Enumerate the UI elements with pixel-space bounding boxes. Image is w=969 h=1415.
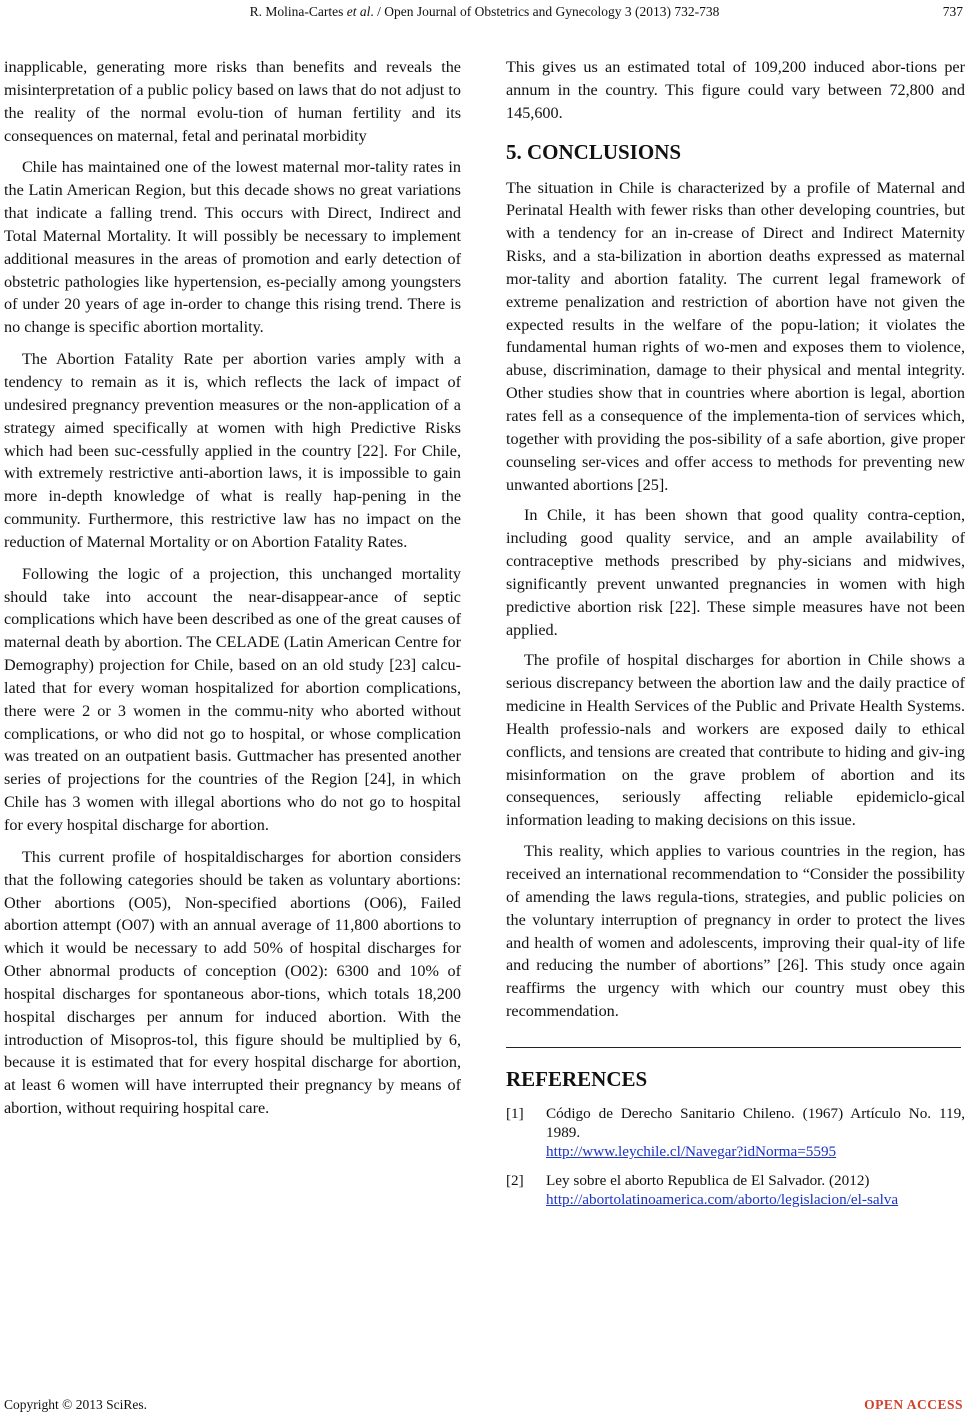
reference-text: Ley sobre el aborto Republica de El Salvador. (2012) [546, 1171, 870, 1189]
body-paragraph: inapplicable, generating more risks than benefits and reveals the misinterpretation of a public policy based on laws that do not adjust to the reality of the normal evolu-tion of human fertility and its consequences on maternal, fetal and perinatal morbidity [4, 58, 461, 145]
header-authors: R. Molina-Cartes [249, 4, 347, 19]
reference-body [546, 1171, 965, 1209]
reference-item [506, 1171, 965, 1209]
open-access-badge: OPEN ACCESS [864, 1397, 963, 1412]
body-paragraph: This reality, which applies to various countries in the region, has received an international recommendation to “Consider the possibility of amending the laws regula-tions, strategies, and public policies on the voluntary interruption of pregnancy in order to protect the lives and health of women and adolescents, improving their qual-ity of life and reducing the number of abortions” [26]. This study once again reaffirms the urgency with which our country must obey this recommendation. [506, 842, 965, 1021]
reference-number: [1] [506, 1104, 524, 1122]
reference-text: Código de Derecho Sanitario Chileno. (1967) Artículo No. 119, 1989. [546, 1104, 965, 1141]
page-number: 737 [942, 4, 963, 19]
section-heading-conclusions: 5. CONCLUSIONS [506, 139, 682, 164]
right-column [506, 56, 965, 1219]
header-etal: et al [346, 4, 371, 19]
body-paragraph: In Chile, it has been shown that good quality contra-ception, including good quality service, and an ample availability of contraceptive methods prescribed by phy-sicians and midwives, significantly prevent unwanted pregnancies in women with high predictive abortion risk [22]. These simple measures have not been applied. [506, 506, 965, 639]
section-divider [506, 1047, 961, 1048]
reference-number: [2] [506, 1171, 524, 1189]
body-paragraph: The profile of hospital discharges for abortion in Chile shows a serious discrepancy between the abortion law and the daily practice of medicine in Health Services of the Public and Private Health Systems. Health professio-nals and workers are exposed daily to ethical conflicts, and tensions are created that contribute to hiding and giv-ing misinformation on the grave problem of abortion and its consequences, seriously affecting reliable epidemiclo-gical information leading to making decisions on this issue. [506, 651, 965, 830]
running-title [0, 1, 969, 23]
body-paragraph: The Abortion Fatality Rate per abortion varies amply with a tendency to remain as it is, which reflects the lack of impact of undesired pregnancy prevention measures or the non-application of a strategy aimed specifically at women with high Predictive Risks which had been suc-cessfully applied in the country [22]. For Chile, with extremely restrictive anti-abortion laws, it is impossible to gain more in-depth knowledge of what is really hap-pening in the community. Furthermore, this restrictive law has no impact on the reduction of Maternal Mortality or on Abortion Fatality Rates. [4, 350, 461, 551]
copyright-notice: Copyright © 2013 SciRes. [4, 1397, 148, 1412]
header-journal: . / Open Journal of Obstetrics and Gynecology 3 (2013) 732-738 [370, 4, 720, 19]
body-paragraph: This current profile of hospitaldischarges for abortion considers that the following categories should be taken as voluntary abortions: Other abortions (O05), Non-specified abortions (O06), Failed abortion attempt (O07) with an annual average of 11,800 abortions to which it would be necessary to add 50% of hospital discharges for Other abnormal products of conception (O02): 6300 and 10% of hospital discharges for spontaneous abor-tions, which totals 18,200 hospital discharges per annum for induced abortion. With the introduction of Misopros-tol, this figure should be multiplied by 6, because it is estimated that for every hospital discharge for abortion, at least 6 women will have interrupted their pregnancy by means of abortion, without requiring hospital care. [4, 847, 461, 1118]
reference-item [506, 1104, 965, 1161]
left-column [4, 56, 461, 1129]
reference-link[interactable]: http://abortolatinoamerica.com/aborto/legislacion/el-salva [546, 1190, 899, 1208]
reference-body [546, 1104, 965, 1161]
body-paragraph: Following the logic of a projection, this unchanged mortality should take into account the near-disappear-ance of septic complications which have been described as one of the great causes of maternal death by abortion. The CELADE (Latin American Centre for Demography) projection for Chile, based on an old study [23] calcu-lated that for every woman hospitalized for abortion complications, there were 2 or 3 women in the commu-nity who aborted without complications, or who did not go to hospital, or whose complication was treated on an outpatient basis. Guttmacher has presented another series of projections for the countries of the Region [24], in which Chile has 3 women with illegal abortions who do not go to hospital for every hospital discharge for abortion. [4, 564, 461, 834]
body-paragraph: This gives us an estimated total of 109,200 induced abor-tions per annum in the country. This figure could vary between 72,800 and 145,600. [506, 58, 965, 122]
section-heading-references: REFERENCES [506, 1066, 648, 1091]
page-footer [0, 1395, 969, 1415]
body-paragraph: The situation in Chile is characterized by a profile of Maternal and Perinatal Health with fewer risks than other developing countries, but with a tendency for an in-crease of Direct and Indirect Maternity Risks, and a sta-bilization in abortion deaths expressed as maternal mor-tality and abortion fatality. The current legal framework of extreme penalization and restriction of abortion have not given the expected results in the welfare of the popu-lation; it violates the fundamental human rights of wo-men and exposes them to violence, abuse, discrimination, damage to their physical and mental integrity. Other studies show that in countries where abortion is legal, abortion rates fell as a consequence of the implementa-tion of services which, together with providing the pos-sibility of a safe abortion, give proper counseling ser-vices and offer access to methods for preventing new unwanted abortions [25]. [506, 178, 965, 494]
reference-link[interactable]: http://www.leychile.cl/Navegar?idNorma=5595 [546, 1142, 837, 1160]
running-header [0, 1, 969, 23]
body-paragraph: Chile has maintained one of the lowest maternal mor-tality rates in the Latin American Region, but this decade shows no great variations that indicate a falling trend. This occurs with Direct, Indirect and Total Maternal Mortality. It will possibly be necessary to implement additional measures in the areas of promotion and early detection of obstetric pathologies like hypertension, es-pecially among youngsters of under 20 years of age in-order to change this rising trend. There is no change is specific abortion mortality. [4, 158, 461, 337]
